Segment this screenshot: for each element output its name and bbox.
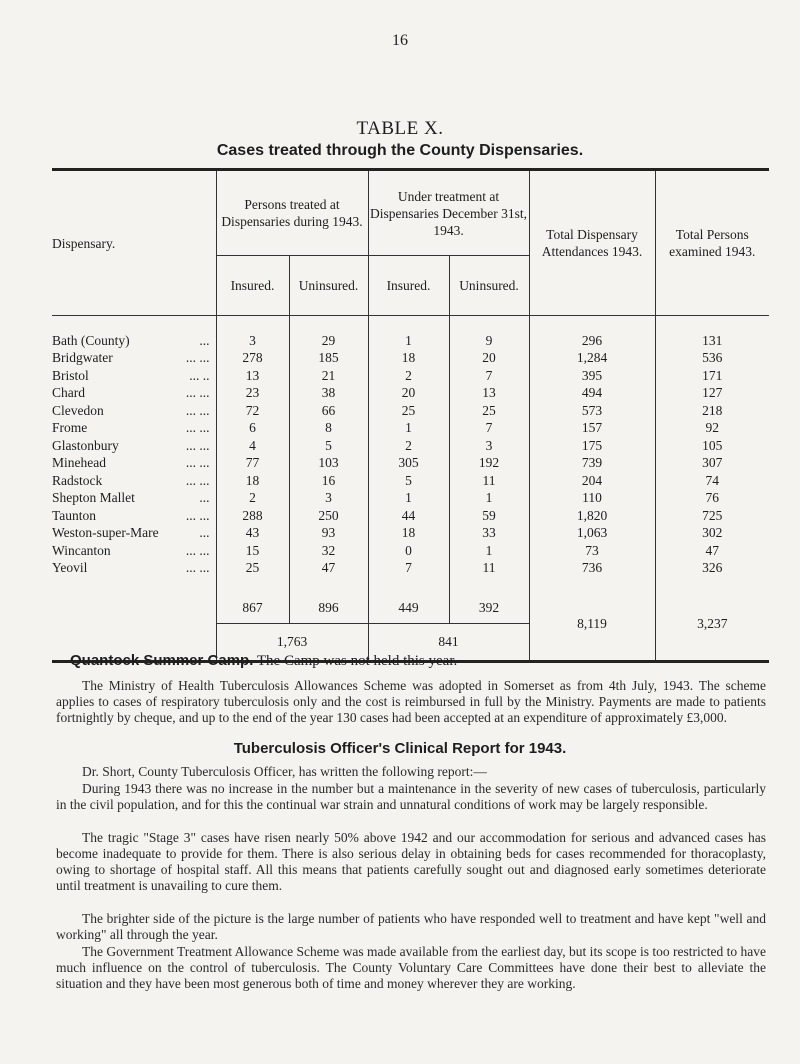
dispensary-cell — [52, 455, 216, 473]
leader-dots: ... ... — [185, 507, 210, 523]
total-pt-insured: 867 — [216, 577, 289, 624]
pt-uninsured-cell: 66 — [289, 402, 368, 420]
dispensary-name: Yeovil — [52, 560, 88, 576]
ut-insured-cell: 18 — [368, 350, 449, 368]
dispensary-name: Taunton — [52, 507, 97, 523]
header-dispensary: Dispensary. — [52, 170, 216, 316]
dispensary-name: Glastonbury — [52, 437, 119, 453]
leader-dots: ... ... — [185, 542, 210, 558]
allowances-paragraph: The Ministry of Health Tuberculosis Allowances Scheme was adopted in Somerset as from 4th July, 1943. The scheme applies to cases of respiratory tuberculosis only and the cost is reimbursed in full by the Ministry. Payments are made to patients fortnightly by cheque, and up to the end of the year 130 cases had been accepted at an expenditure of approximately £3,000. — [56, 678, 766, 725]
pt-uninsured-cell: 185 — [289, 350, 368, 368]
examined-cell: 74 — [655, 472, 769, 490]
report-paragraph-4: The Government Treatment Allowance Scheme was made available from the earliest day, but its scope is too restricted to have much influence on the control of tuberculosis. The County Voluntary Care Committees have done their best to alleviate the situation and they have been most generous both of time and money wherever they are working. — [56, 944, 766, 991]
pt-insured-cell: 72 — [216, 402, 289, 420]
attendances-cell: 1,063 — [529, 525, 655, 543]
pt-uninsured-cell: 29 — [289, 316, 368, 350]
pt-insured-cell: 4 — [216, 437, 289, 455]
attendances-cell: 157 — [529, 420, 655, 438]
total-ut-uninsured: 392 — [449, 577, 529, 624]
ut-uninsured-cell: 7 — [449, 420, 529, 438]
dispensary-name: Chard — [52, 385, 85, 401]
leader-dots: ... ... — [185, 402, 210, 418]
ut-insured-cell: 5 — [368, 472, 449, 490]
table-row — [52, 542, 769, 560]
ut-insured-cell: 305 — [368, 455, 449, 473]
dispensary-name: Bristol — [52, 367, 89, 383]
total-under-treatment: 841 — [368, 624, 529, 662]
leader-dots: ... ... — [185, 350, 210, 366]
dispensary-cell — [52, 316, 216, 350]
table-subtitle: Cases treated through the County Dispensaries. — [216, 142, 584, 159]
pt-insured-cell: 2 — [216, 490, 289, 508]
total-persons-treated: 1,763 — [216, 624, 368, 662]
pt-uninsured-cell: 103 — [289, 455, 368, 473]
dispensary-cell — [52, 420, 216, 438]
pt-uninsured-cell: 8 — [289, 420, 368, 438]
dispensary-cell — [52, 350, 216, 368]
ut-uninsured-cell: 1 — [449, 542, 529, 560]
examined-cell: 302 — [655, 525, 769, 543]
pt-insured-cell: 13 — [216, 367, 289, 385]
examined-cell: 725 — [655, 507, 769, 525]
examined-cell: 218 — [655, 402, 769, 420]
header-persons-treated: Persons treated at Dispensaries during 1943. — [216, 170, 368, 256]
ut-insured-cell: 1 — [368, 490, 449, 508]
ut-uninsured-cell: 7 — [449, 367, 529, 385]
dispensary-cell — [52, 507, 216, 525]
pt-uninsured-cell: 93 — [289, 525, 368, 543]
dispensary-cell — [52, 472, 216, 490]
pt-uninsured-cell: 32 — [289, 542, 368, 560]
camp-heading: Quantock Summer Camp. — [70, 652, 254, 669]
table-row — [52, 367, 769, 385]
header-total-attendances: Total Dispensary Attendances 1943. — [529, 170, 655, 316]
leader-dots: ... ... — [185, 560, 210, 576]
total-attendances: 8,119 — [529, 577, 655, 662]
attendances-cell: 1,284 — [529, 350, 655, 368]
leader-dots: ... ... — [185, 385, 210, 401]
total-examined: 3,237 — [655, 577, 769, 662]
pt-insured-cell: 288 — [216, 507, 289, 525]
table-row — [52, 350, 769, 368]
camp-text: The Camp was not held this year. — [256, 653, 458, 669]
dispensary-name: Minehead — [52, 455, 106, 471]
ut-uninsured-cell: 11 — [449, 560, 529, 578]
header-ut-insured: Insured. — [368, 256, 449, 316]
ut-uninsured-cell: 25 — [449, 402, 529, 420]
ut-insured-cell: 7 — [368, 560, 449, 578]
pt-insured-cell: 6 — [216, 420, 289, 438]
pt-insured-cell: 23 — [216, 385, 289, 403]
dispensary-cell — [52, 525, 216, 543]
attendances-cell: 110 — [529, 490, 655, 508]
pt-uninsured-cell: 47 — [289, 560, 368, 578]
header-pt-uninsured: Uninsured. — [289, 256, 368, 316]
examined-cell: 76 — [655, 490, 769, 508]
table-row — [52, 402, 769, 420]
table-row — [52, 316, 769, 350]
dispensary-cell — [52, 437, 216, 455]
dispensary-cell — [52, 490, 216, 508]
report-paragraph-1: During 1943 there was no increase in the number but a maintenance in the severity of new cases of tuberculosis, particularly in the civil population, and for this the continual war strain and unnatural conditions of work may be largely responsible. — [56, 781, 766, 812]
examined-cell: 307 — [655, 455, 769, 473]
table-row — [52, 507, 769, 525]
leader-dots: ... — [199, 525, 210, 541]
header-total-examined: Total Persons examined 1943. — [655, 170, 769, 316]
attendances-cell: 736 — [529, 560, 655, 578]
header-ut-uninsured: Uninsured. — [449, 256, 529, 316]
pt-uninsured-cell: 3 — [289, 490, 368, 508]
totals-label — [52, 577, 216, 624]
ut-insured-cell: 0 — [368, 542, 449, 560]
attendances-cell: 395 — [529, 367, 655, 385]
pt-insured-cell: 15 — [216, 542, 289, 560]
table-row — [52, 385, 769, 403]
attendances-cell: 573 — [529, 402, 655, 420]
dispensary-name: Frome — [52, 420, 88, 436]
section-heading: Tuberculosis Officer's Clinical Report for 1943. — [233, 740, 567, 757]
ut-uninsured-cell: 11 — [449, 472, 529, 490]
examined-cell: 127 — [655, 385, 769, 403]
pt-insured-cell: 43 — [216, 525, 289, 543]
attendances-cell: 73 — [529, 542, 655, 560]
dispensary-table — [52, 168, 769, 663]
pt-insured-cell: 25 — [216, 560, 289, 578]
table-row — [52, 490, 769, 508]
table-row — [52, 525, 769, 543]
pt-insured-cell: 77 — [216, 455, 289, 473]
dispensary-cell — [52, 367, 216, 385]
leader-dots: ... ... — [185, 455, 210, 471]
table-row — [52, 560, 769, 578]
examined-cell: 171 — [655, 367, 769, 385]
report-paragraph-3: The brighter side of the picture is the large number of patients who have responded well to treatment and have kept "well and working" all through the year. — [56, 911, 766, 942]
pt-insured-cell: 3 — [216, 316, 289, 350]
dispensary-cell — [52, 385, 216, 403]
leader-dots: ... ... — [185, 472, 210, 488]
table-row — [52, 455, 769, 473]
pt-uninsured-cell: 250 — [289, 507, 368, 525]
attendances-cell: 204 — [529, 472, 655, 490]
examined-cell: 131 — [655, 316, 769, 350]
examined-cell: 92 — [655, 420, 769, 438]
leader-dots: ... — [199, 332, 210, 348]
pt-uninsured-cell: 16 — [289, 472, 368, 490]
report-intro: Dr. Short, County Tuberculosis Officer, has written the following report:— — [82, 764, 487, 779]
examined-cell: 47 — [655, 542, 769, 560]
dispensary-name: Wincanton — [52, 542, 111, 558]
ut-insured-cell: 20 — [368, 385, 449, 403]
ut-insured-cell: 2 — [368, 367, 449, 385]
total-ut-insured: 449 — [368, 577, 449, 624]
header-under-treatment: Under treatment at Dispensaries December 31st, 1943. — [368, 170, 529, 256]
pt-uninsured-cell: 5 — [289, 437, 368, 455]
table-row — [52, 437, 769, 455]
leader-dots: ... ... — [185, 420, 210, 436]
dispensary-name: Clevedon — [52, 402, 104, 418]
ut-insured-cell: 44 — [368, 507, 449, 525]
table-row — [52, 420, 769, 438]
ut-uninsured-cell: 9 — [449, 316, 529, 350]
ut-uninsured-cell: 1 — [449, 490, 529, 508]
report-paragraph-2: The tragic "Stage 3" cases have risen nearly 50% above 1942 and our accommodation for serious and advanced cases has become inadequate to provide for them. There is also serious delay in obtaining beds for cases recommended for thoracoplasty, owing to shortage of hospital staff. All this means that patients carefully sought out and diagnosed early sometimes deteriorate until treatment is unavailing to cure them. — [56, 830, 766, 893]
leader-dots: ... .. — [189, 367, 210, 383]
dispensary-name: Weston-super-Mare — [52, 525, 159, 541]
leader-dots: ... — [199, 490, 210, 506]
ut-uninsured-cell: 13 — [449, 385, 529, 403]
table-title: TABLE X. — [356, 118, 444, 139]
pt-uninsured-cell: 38 — [289, 385, 368, 403]
pt-insured-cell: 18 — [216, 472, 289, 490]
header-pt-insured: Insured. — [216, 256, 289, 316]
dispensary-name: Bath (County) — [52, 332, 130, 348]
pt-uninsured-cell: 21 — [289, 367, 368, 385]
ut-insured-cell: 1 — [368, 316, 449, 350]
pt-insured-cell: 278 — [216, 350, 289, 368]
ut-uninsured-cell: 20 — [449, 350, 529, 368]
dispensary-name: Bridgwater — [52, 350, 113, 366]
camp-note — [70, 652, 457, 670]
page-number: 16 — [392, 32, 408, 49]
ut-insured-cell: 1 — [368, 420, 449, 438]
attendances-cell: 1,820 — [529, 507, 655, 525]
ut-insured-cell: 25 — [368, 402, 449, 420]
total-pt-uninsured: 896 — [289, 577, 368, 624]
dispensary-name: Shepton Mallet — [52, 490, 135, 506]
dispensary-name: Radstock — [52, 472, 103, 488]
dispensary-cell — [52, 542, 216, 560]
examined-cell: 326 — [655, 560, 769, 578]
ut-uninsured-cell: 33 — [449, 525, 529, 543]
attendances-cell: 494 — [529, 385, 655, 403]
examined-cell: 105 — [655, 437, 769, 455]
examined-cell: 536 — [655, 350, 769, 368]
table-row — [52, 472, 769, 490]
ut-insured-cell: 2 — [368, 437, 449, 455]
ut-uninsured-cell: 3 — [449, 437, 529, 455]
attendances-cell: 296 — [529, 316, 655, 350]
attendances-cell: 739 — [529, 455, 655, 473]
attendances-cell: 175 — [529, 437, 655, 455]
ut-uninsured-cell: 192 — [449, 455, 529, 473]
leader-dots: ... ... — [185, 437, 210, 453]
ut-insured-cell: 18 — [368, 525, 449, 543]
ut-uninsured-cell: 59 — [449, 507, 529, 525]
dispensary-cell — [52, 402, 216, 420]
dispensary-cell — [52, 560, 216, 578]
